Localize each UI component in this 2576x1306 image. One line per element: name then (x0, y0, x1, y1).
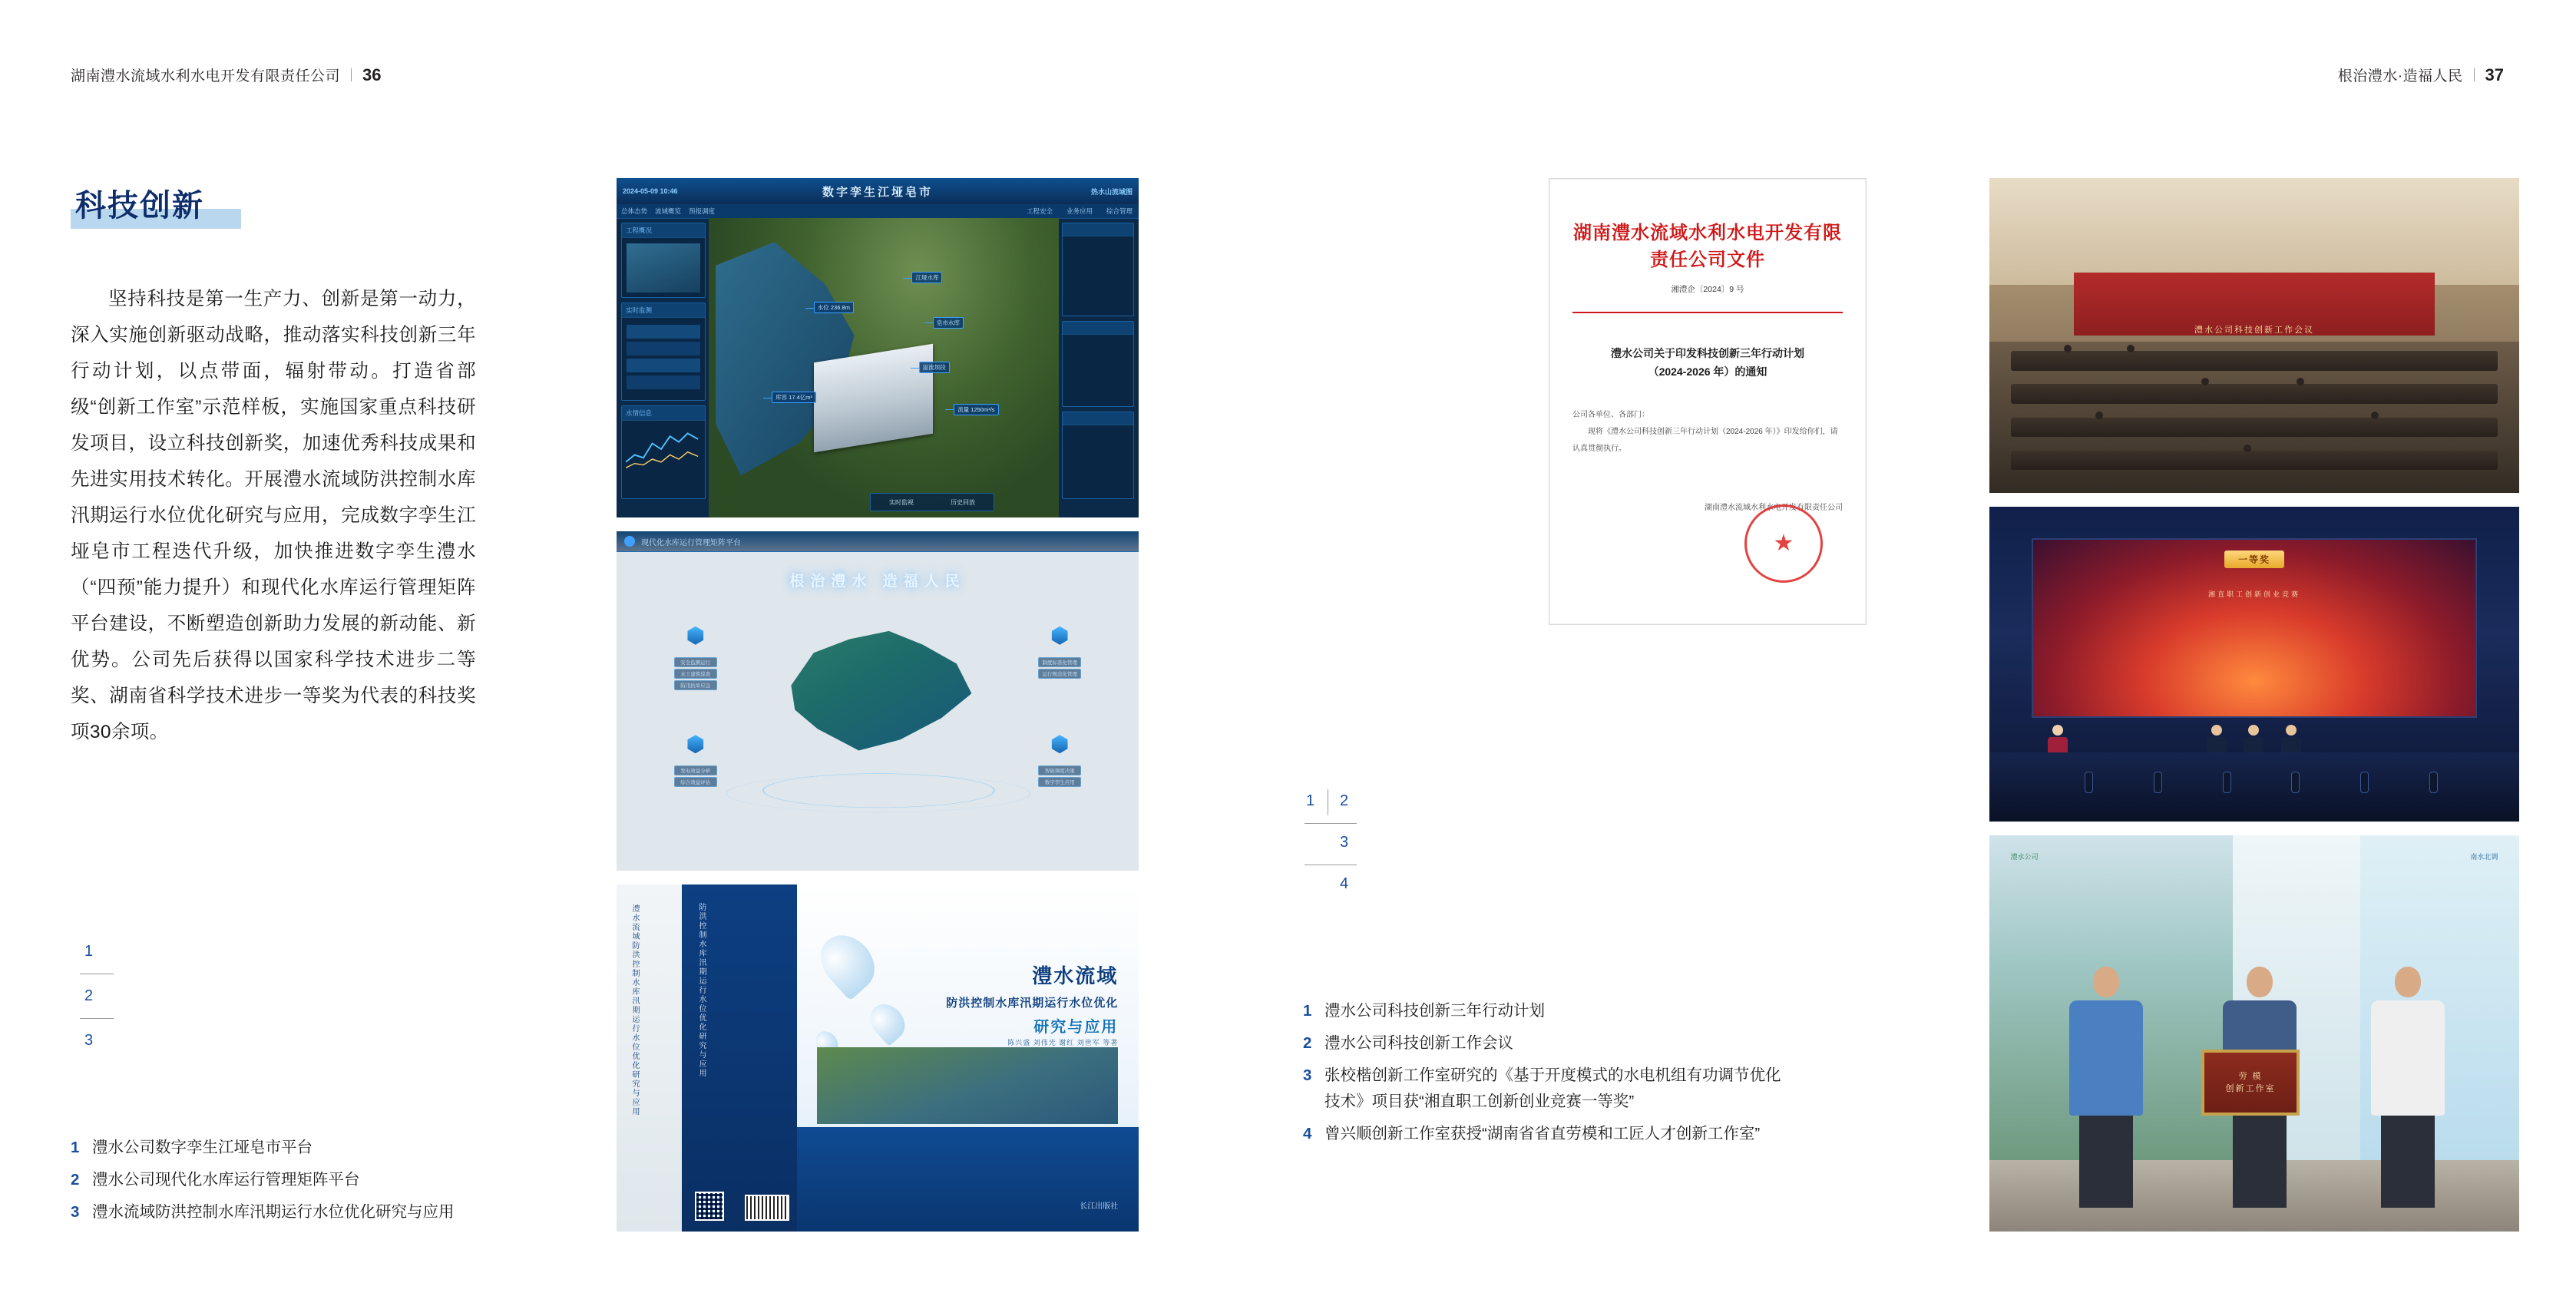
caption-number: 2 (1303, 1034, 1312, 1052)
caption-text: 澧水公司科技创新工作会议 (1324, 1034, 1513, 1052)
basin-header-title: 现代化水库运行管理矩阵平台 (641, 538, 741, 547)
figure-key-number-1: 1 (1306, 792, 1315, 809)
running-head-divider (351, 68, 352, 81)
right-page (1288, 0, 2576, 1306)
document-body-line2: 现将《澧水公司科技创新三年行动计划（2024-2026 年）》印发给你们，请认真贯彻执行。 (1572, 428, 1838, 453)
dashboard-nav-item-3[interactable]: 工程安全 (1026, 207, 1053, 215)
basin-node-1[interactable] (1038, 627, 1081, 679)
person-head (2211, 725, 2222, 736)
audience-head (2095, 412, 2103, 419)
figure-key-number-4: 4 (1340, 875, 1349, 892)
person-head (2286, 725, 2297, 736)
figure-key-number-2: 2 (1340, 792, 1349, 809)
barcode-icon (745, 1195, 789, 1221)
person-head (2052, 725, 2063, 736)
seat-row (2011, 384, 2498, 404)
figure-key-left-3 (84, 1032, 93, 1050)
book-spine-text: 澧水流域防洪控制水库汛期运行水位优化研究与应用 (630, 904, 639, 1116)
caption-text: 澧水流域防洪控制水库汛期运行水位优化研究与应用 (92, 1203, 455, 1221)
award-screen-text: 湘直职工创新创业竞赛 (2207, 590, 2301, 598)
caption-number: 4 (1303, 1125, 1312, 1142)
caption-text: 澧水公司现代化水库运行管理矩阵平台 (92, 1171, 360, 1189)
panel-row (627, 359, 700, 372)
map-tag-0[interactable]: 江垭水库 (911, 272, 942, 283)
figure-key-rule-2 (80, 1018, 114, 1019)
basin-node-chip[interactable]: 水工建筑巡查 (674, 669, 717, 679)
document-body-line1: 公司各单位、各部门： (1572, 411, 1649, 419)
book-title-line3: 研究与应用 (1033, 1019, 1119, 1037)
dam-structure (814, 343, 933, 452)
book-front-cover (797, 884, 1139, 1232)
map-tag-5[interactable]: 库容 17.4亿m³ (772, 392, 816, 403)
microphone-icon (2360, 772, 2369, 793)
basin-node-chip[interactable]: 数字孪生应用 (1038, 777, 1081, 787)
basin-node-chip[interactable]: 综合效益评估 (674, 777, 717, 787)
dashboard-panel-right-title (1063, 412, 1133, 425)
dashboard-footer-tab-1[interactable]: 历史回放 (951, 498, 975, 506)
award-plaque (2201, 1050, 2300, 1116)
caption-item (1303, 998, 1794, 1024)
figure-book-cover (617, 884, 1139, 1232)
person-legs (2079, 1116, 2133, 1208)
right-wall-logo: 南水北调 (2470, 852, 2498, 861)
basin-node-chip[interactable]: 制度标准化管理 (1038, 657, 1081, 667)
person-head (2093, 967, 2119, 997)
running-head-divider (2474, 68, 2475, 81)
caption-item (1303, 1121, 1794, 1147)
dashboard-footer-tabs[interactable] (870, 493, 994, 511)
person-shirt (2069, 1000, 2143, 1116)
microphone-icon (2154, 772, 2162, 793)
book-back-cover (682, 884, 797, 1232)
basin-node-3[interactable] (1038, 735, 1081, 787)
figure-key-right-4 (1340, 875, 1348, 893)
book-cover-photo (817, 1047, 1118, 1123)
basin-node-0[interactable] (674, 627, 717, 690)
document-red-header: 湖南澧水流域水利水电开发有限责任公司文件 (1573, 223, 1842, 270)
person-left (2069, 967, 2143, 1208)
person-right (2371, 967, 2445, 1208)
person-legs (2233, 1116, 2287, 1208)
dashboard-footer-tab-0[interactable]: 实时监视 (889, 498, 914, 506)
figure-key-right-2 (1340, 792, 1348, 810)
person-legs (2381, 1116, 2435, 1208)
figure-digital-twin-dashboard (617, 178, 1139, 517)
official-seal-icon (1744, 504, 1823, 583)
basin-header (617, 531, 1139, 552)
map-tag-2[interactable]: 溢流坝段 (919, 362, 950, 373)
dashboard-panel-right-2 (1062, 321, 1134, 407)
plaque-line2: 创新工作室 (2225, 1083, 2276, 1093)
node-hex-icon (1050, 735, 1069, 753)
caption-item (71, 1135, 485, 1161)
document-title-line2: （2024-2026 年）的通知 (1648, 365, 1767, 378)
document-title (1572, 344, 1843, 381)
seat-row (2011, 451, 2498, 471)
person-head (2248, 725, 2259, 736)
caption-number: 1 (1303, 1002, 1312, 1020)
caption-text: 澧水公司数字孪生江垭皂市平台 (92, 1139, 312, 1156)
book-publisher-front: 长江出版社 (1080, 1202, 1119, 1211)
caption-item (71, 1199, 485, 1225)
basin-node-label: 安全 (689, 647, 702, 655)
panel-thumbnail (627, 243, 700, 293)
basin-node-2[interactable] (674, 735, 717, 787)
dashboard-panel-right-1 (1062, 223, 1134, 316)
caption-text: 曾兴顺创新工作室获授“湖南省省直劳模和工匠人才创新工作室” (1324, 1125, 1761, 1142)
dashboard-nav[interactable] (617, 204, 1139, 219)
dashboard-date: 2024-05-09 10:46 (623, 187, 678, 195)
body-paragraph: 坚持科技是第一生产力、创新是第一动力，深入实施创新驱动战略，推动落实科技创新三年行动计划，以点带面，辐射带动。打造省部级“创新工作室”示范样板，实施国家重点科技研发项目，设立科技创新奖，加速优秀科技成果和先进实用技术转化。开展澧水流域防洪控制水库汛期运行水位优化研究与应用，完成数字孪生江垭皂市工程迭代升级，加快推进数字孪生澧水（“四预”能力提升）和现代化水库运行管理矩阵平台建设，不断塑造创新助力发展的新动能、新优势。公司先后获得以国家科学技术进步二等奖、湖南省科学技术进步一等奖为代表的科技奖项30余项。 (71, 289, 476, 742)
figure-innovation-studio-photo (1989, 835, 2519, 1232)
folio-left: 36 (362, 64, 382, 84)
node-hex-icon (686, 627, 705, 645)
microphone-icon (2085, 772, 2093, 793)
book-authors: 陈兴盛 刘伟光 谢红 刘世军 等著 (1007, 1038, 1119, 1046)
dashboard-panel-right-3 (1062, 412, 1134, 499)
dashboard-panel-title-0: 工程概况 (622, 223, 705, 238)
figure-key-number-1: 1 (84, 943, 94, 960)
award-ribbon: 一等奖 (2224, 551, 2284, 568)
basin-node-label: 创新 (1053, 756, 1066, 764)
ceiling-area (1989, 178, 2519, 285)
basin-slogan: 根治澧水 造福人民 (789, 574, 966, 590)
person-head (2395, 967, 2421, 997)
dashboard-nav-item-0[interactable]: 总体态势 (621, 207, 648, 215)
basin-node-chip[interactable]: 运行规范化管理 (1038, 669, 1081, 679)
plaque-line1: 劳 模 (2238, 1071, 2263, 1081)
dashboard-nav-item-1[interactable]: 流域概览 (655, 207, 682, 215)
microphone-icon (2291, 772, 2300, 793)
basin-node-chip[interactable]: 智能调度决策 (1038, 765, 1081, 775)
figure-key-number-3: 3 (84, 1032, 94, 1049)
caption-number: 3 (1303, 1066, 1312, 1084)
document-red-rule (1572, 312, 1843, 313)
figure-award-photo (1989, 507, 2519, 822)
figure-key-number-2: 2 (84, 987, 94, 1004)
dashboard-panel-monitor (621, 303, 706, 401)
dashboard-panel-right-title (1063, 322, 1133, 335)
caption-item (71, 1167, 485, 1193)
figure-key-rule-a (1305, 823, 1357, 824)
panel-row (627, 375, 700, 389)
map-tag-3[interactable]: 水位 236.8m (814, 302, 854, 313)
caption-item (1303, 1063, 1794, 1115)
audience-area (1989, 342, 2519, 493)
dashboard-nav-item-2[interactable]: 预报调度 (689, 207, 716, 215)
dashboard-panel-title-2: 水情信息 (622, 406, 705, 421)
document-signature: 湖南澧水流域水利水电开发有限责任公司 (1705, 504, 1843, 512)
panel-row (627, 342, 700, 355)
map-tag-4[interactable]: 流量 1250m³/s (954, 404, 998, 415)
body-copy (71, 281, 476, 750)
figure-key-right-3 (1340, 834, 1348, 851)
basin-map-shape (784, 623, 972, 759)
basin-logo-icon (624, 536, 635, 547)
audience-head (2371, 412, 2379, 419)
basin-node-chip[interactable]: 安全监测运行 (674, 657, 717, 667)
page-title: 科技创新 (75, 189, 204, 223)
running-head-right-text: 根治澧水·造福人民 (2337, 68, 2463, 84)
seal-star-icon: ★ (1773, 531, 1794, 556)
dashboard-toolbar-left-label: 热水山流域图 (1090, 187, 1133, 196)
caption-text: 澧水公司科技创新三年行动计划 (1324, 1002, 1545, 1020)
stage-banner (2074, 273, 2434, 336)
caption-item (1303, 1030, 1794, 1056)
caption-list-left (71, 1135, 485, 1232)
running-head-left-text: 湖南澧水流域水利水电开发有限责任公司 (71, 68, 341, 84)
book-bottom-band (797, 1127, 1139, 1232)
dashboard-nav-item-5[interactable]: 综合管理 (1106, 207, 1133, 215)
section-title-block (71, 178, 212, 233)
running-head-right (2338, 64, 2504, 85)
caption-number: 1 (71, 1139, 80, 1156)
figure-key-right-1 (1306, 792, 1314, 810)
audience-head (2064, 345, 2072, 352)
qr-code-icon (695, 1192, 724, 1221)
node-hex-icon (1050, 627, 1069, 645)
caption-number: 3 (71, 1203, 80, 1221)
dashboard-panel-title-1: 实时监测 (622, 303, 705, 318)
book-spine (617, 884, 683, 1232)
figure-official-document (1549, 178, 1867, 625)
front-desk-row (1989, 752, 2519, 822)
dashboard-panel-overview (621, 223, 706, 298)
basin-node-label: 效益 (689, 756, 702, 764)
book-title-group (821, 960, 1119, 1037)
meeting-banner-text: 澧水公司科技创新工作会议 (2194, 325, 2314, 335)
person-shirt (2371, 1000, 2445, 1116)
seat-row (2011, 351, 2498, 371)
dashboard-nav-item-4[interactable]: 业务应用 (1066, 207, 1093, 215)
figure-meeting-photo (1989, 178, 2519, 493)
panel-row (627, 325, 700, 339)
microphone-icon (2223, 772, 2231, 793)
folio-right: 37 (2485, 64, 2504, 84)
caption-text: 张校楷创新工作室研究的《基于开度模式的水电机组有功调节优化技术》项目获“湘直职工创新创业竞赛一等奖” (1324, 1066, 1781, 1110)
book-back-text: 防洪控制水库汛期运行水位优化研究与应用 (697, 903, 706, 1078)
dashboard-panel-hydrology (621, 405, 706, 499)
book-title-line2: 防洪控制水库汛期运行水位优化 (946, 997, 1119, 1010)
basin-node-chip[interactable]: 防汛抗旱应急 (674, 680, 717, 690)
figure-key-left (84, 943, 93, 960)
dashboard-aerial-view (709, 218, 1059, 517)
caption-list-right (1303, 998, 1794, 1153)
running-head-left (71, 64, 382, 85)
document-number: 湘澧企〔2024〕9 号 (1671, 285, 1744, 294)
basin-node-chip[interactable]: 发电效益分析 (674, 765, 717, 775)
dashboard-title: 数字孪生江垭皂市 (822, 185, 933, 199)
microphone-icon (2429, 772, 2438, 793)
node-hex-icon (686, 735, 705, 753)
book-title-line1: 澧水流域 (1032, 964, 1119, 988)
document-title-line1: 澧水公司关于印发科技创新三年行动计划 (1611, 347, 1804, 359)
left-wall-logo: 澧水公司 (2010, 852, 2039, 861)
person-head (2247, 967, 2273, 997)
seat-row (2011, 418, 2498, 438)
dashboard-title-bar (617, 178, 1139, 205)
dashboard-panel-right-title (1063, 223, 1133, 236)
figure-key-left-2 (84, 987, 93, 1005)
hydrology-chart-icon (626, 428, 699, 471)
document-body (1572, 407, 1843, 458)
figure-basin-platform (617, 531, 1139, 871)
basin-node-label: 管理 (1053, 647, 1066, 655)
caption-number: 2 (71, 1171, 80, 1189)
map-tag-1[interactable]: 皂市水库 (933, 317, 964, 329)
figure-key-number-3: 3 (1340, 834, 1349, 851)
